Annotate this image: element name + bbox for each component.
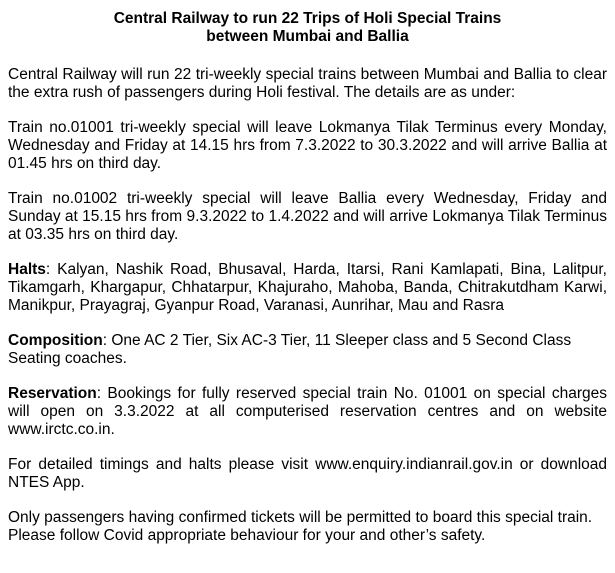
halts-label: Halts [8, 261, 46, 278]
composition-text: : One AC 2 Tier, Six AC-3 Tier, 11 Sleeper class and 5 Second Class Seating coaches. [8, 332, 572, 367]
title-line-2: between Mumbai and Ballia [206, 28, 409, 45]
timings-paragraph: For detailed timings and halts please visit www.enquiry.indianrail.gov.in or download NTES App. [8, 456, 607, 491]
halts-paragraph [8, 261, 607, 315]
document-title [8, 10, 607, 46]
title-line-1: Central Railway to run 22 Trips of Holi Special Trains [113, 10, 502, 27]
reservation-paragraph [8, 385, 607, 439]
composition-label: Composition [8, 332, 103, 349]
halts-text: : Kalyan, Nashik Road, Bhusaval, Harda, Itarsi, Rani Kamlapati, Bina, Lalitpur, Tikamgarh, Khargapur, Chhatarpur, Khajuraho, Mahoba, Banda, Chitrakutdham Karwi, Manikpur, Prayagraj, Gyanpur Road, Varanasi, Aunrihar, Mau and Rasra [8, 261, 607, 314]
reservation-label: Reservation [8, 385, 97, 402]
train-01002-paragraph: Train no.01002 tri-weekly special will leave Ballia every Wednesday, Friday and Sunday at 15.15 hrs from 9.3.2022 to 1.4.2022 and will arrive Lokmanya Tilak Terminus at 03.35 hrs on third day. [8, 190, 607, 243]
composition-paragraph [8, 332, 607, 368]
reservation-text: : Bookings for fully reserved special train No. 01001 on special charges will open on 3.3.2022 at all computerised reservation centres and on website www.irctc.co.in. [8, 385, 607, 438]
safety-paragraph: Only passengers having confirmed tickets will be permitted to board this special train. Please follow Covid appropriate behaviour for your and other’s safety. [8, 509, 593, 544]
intro-paragraph: Central Railway will run 22 tri-weekly special trains between Mumbai and Ballia to clear the extra rush of passengers during Holi festival. The details are as under: [8, 66, 607, 101]
train-01001-paragraph: Train no.01001 tri-weekly special will leave Lokmanya Tilak Terminus every Monday, Wednesday and Friday at 14.15 hrs from 7.3.2022 to 30.3.2022 and will arrive Ballia at 01.45 hrs on third day. [8, 119, 607, 172]
